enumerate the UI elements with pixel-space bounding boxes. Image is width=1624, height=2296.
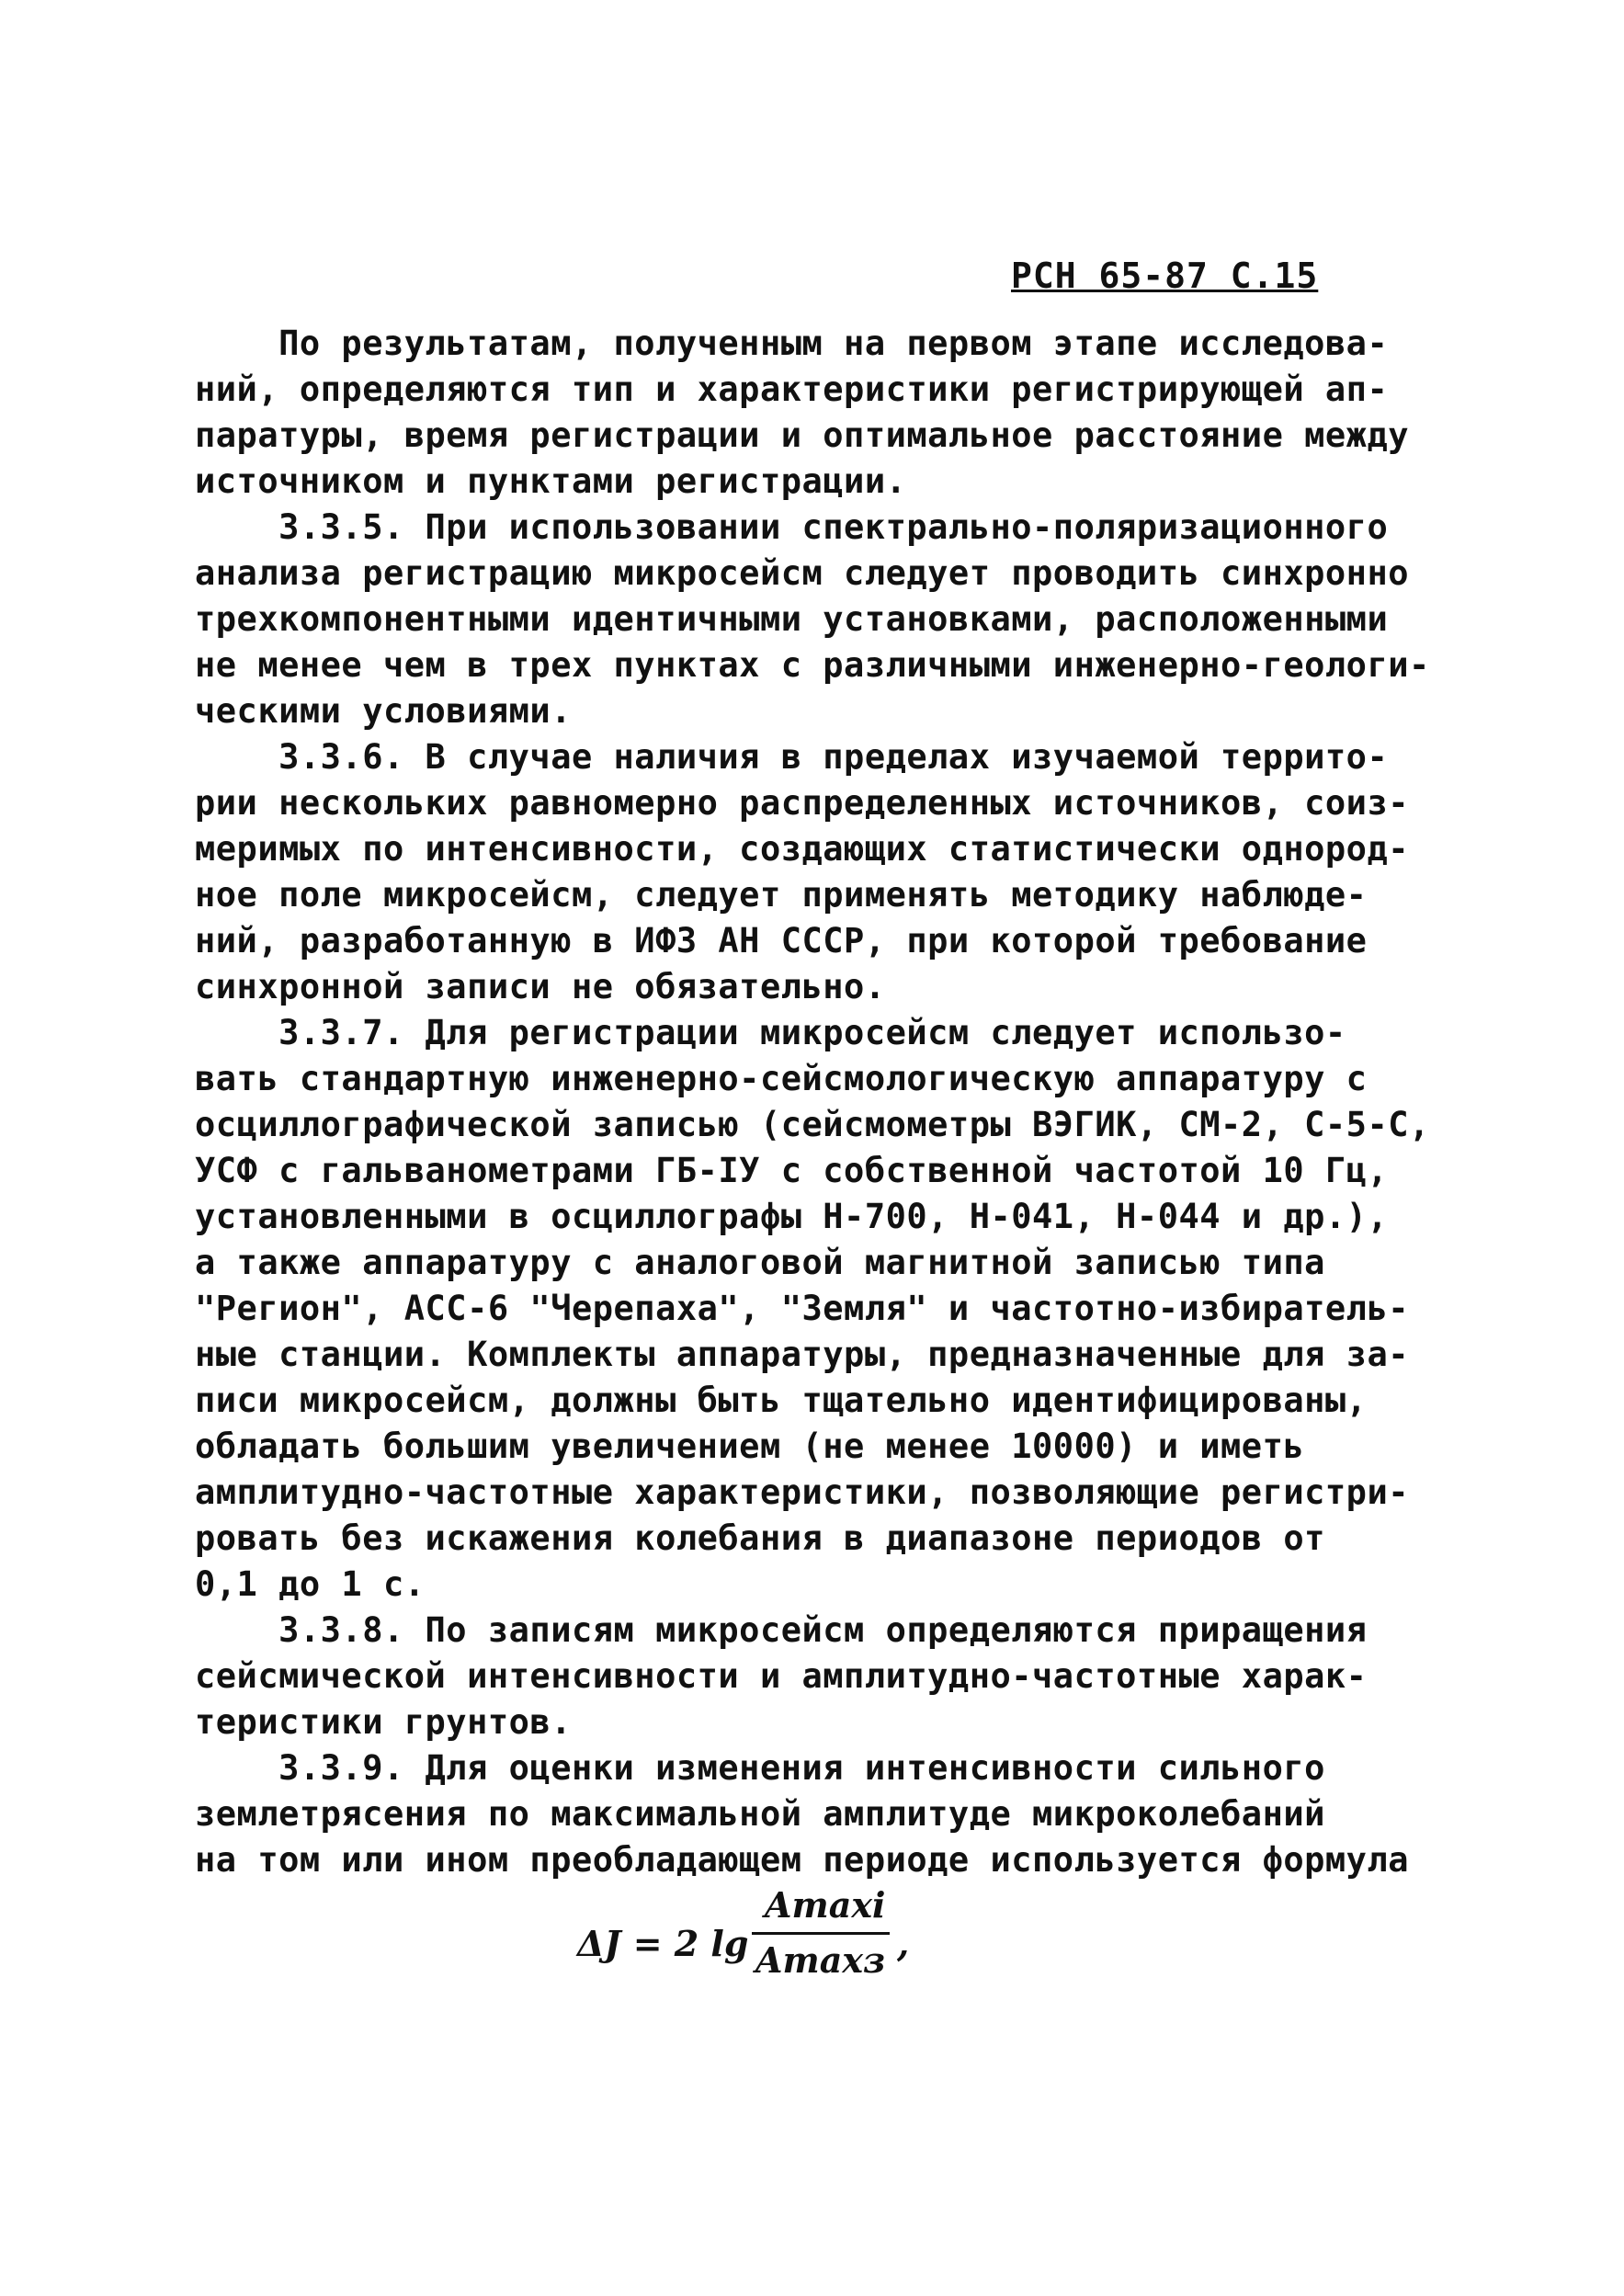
intensity-formula [577, 1884, 963, 1995]
text-line: 3.3.6. В случае наличия в пределах изучаемой террито- [195, 737, 1389, 777]
text-line: меримых по интенсивности, создающих статистически однород- [195, 829, 1410, 869]
text-line: анализа регистрацию микросейсм следует проводить синхронно [195, 553, 1410, 593]
formula-denominator: Amaxз [755, 1939, 886, 1981]
text-line: 3.3.8. По записям микросейсм определяются приращения [195, 1610, 1368, 1650]
text-line: ровать без искажения колебания в диапазоне периодов от [195, 1518, 1325, 1558]
text-line: ное поле микросейсм, следует применять методику наблюде- [195, 875, 1368, 915]
document-reference-header: РСН 65-87 С.15 [1011, 256, 1319, 296]
text-line: ний, определяются тип и характеристики регистрирующей ап- [195, 369, 1389, 409]
text-line: УСФ с гальванометрами ГБ-IУ с собственной частотой 10 Гц, [195, 1151, 1389, 1190]
text-line: вать стандартную инженерно-сейсмологическую аппаратуру с [195, 1059, 1368, 1098]
text-line: амплитудно-частотные характеристики, позволяющие регистри- [195, 1472, 1410, 1512]
text-line: 3.3.7. Для регистрации микросейсм следует использо- [195, 1013, 1346, 1052]
text-line: на том или ином преобладающем периоде используется формула [195, 1840, 1410, 1880]
text-line: 3.3.9. Для оценки изменения интенсивности сильного [195, 1748, 1325, 1788]
text-line: паратуры, время регистрации и оптимальное расстояние между [195, 415, 1410, 455]
text-line: обладать большим увеличением (не менее 10000) и иметь [195, 1426, 1305, 1466]
text-line: ний, разработанную в ИФЗ АН СССР, при которой требование [195, 921, 1368, 960]
fraction-bar [752, 1932, 890, 1935]
text-line: 3.3.5. При использовании спектрально-поляризационного [195, 507, 1389, 547]
text-line: установленными в осциллографы Н-700, Н-041, Н-044 и др.), [195, 1197, 1389, 1236]
text-line: "Регион", АСС-6 "Черепаха", "Земля" и частотно-избиратель- [195, 1289, 1410, 1328]
text-line: сейсмической интенсивности и амплитудно-частотные харак- [195, 1656, 1368, 1696]
text-line: трехкомпонентными идентичными установками, расположенными [195, 599, 1389, 639]
text-line: рии нескольких равномерно распределенных источников, соиз- [195, 783, 1410, 823]
text-line: синхронной записи не обязательно. [195, 967, 886, 1006]
text-line: землетрясения по максимальной амплитуде микроколебаний [195, 1794, 1325, 1834]
text-line: писи микросейсм, должны быть тщательно идентифицированы, [195, 1381, 1368, 1420]
text-line: осциллографической записью (сейсмометры ВЭГИК, СМ-2, С-5-С, [195, 1105, 1430, 1144]
text-line: не менее чем в трех пунктах с различными инженерно-геологи- [195, 645, 1430, 685]
text-line: По результатам, полученным на первом этапе исследова- [195, 324, 1389, 363]
formula-lhs: ΔJ = 2 lg [577, 1923, 749, 1964]
formula-numerator: Amaxi [765, 1884, 886, 1926]
text-line: ные станции. Комплекты аппаратуры, предназначенные для за- [195, 1335, 1410, 1374]
text-line: теристики грунтов. [195, 1702, 572, 1742]
text-line: ческими условиями. [195, 691, 572, 731]
formula-trailing-comma: , [897, 1923, 910, 1964]
text-line: 0,1 до 1 с. [195, 1564, 426, 1604]
text-line: а также аппаратуру с аналоговой магнитной записью типа [195, 1243, 1325, 1282]
text-line: источником и пунктами регистрации. [195, 461, 907, 501]
